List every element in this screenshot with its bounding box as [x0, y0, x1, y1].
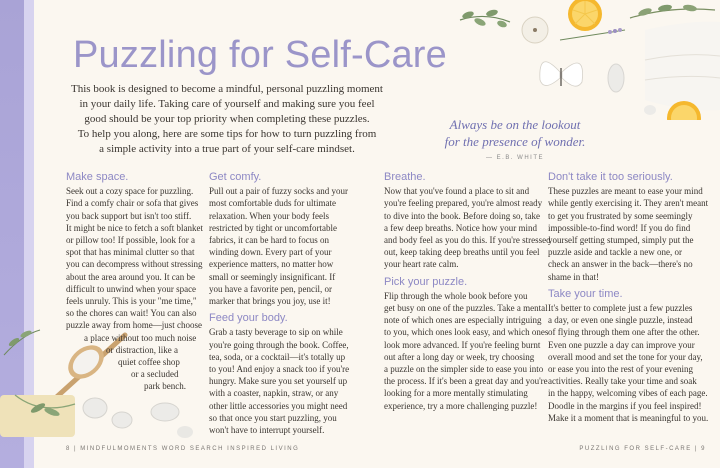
body-line: Make it a moment that is meaningful to you.: [548, 412, 709, 423]
body-line: yourself getting stumped, simply put the: [548, 235, 694, 246]
quote-line: Always be on the lookout: [449, 117, 581, 132]
eucalyptus-sprig-icon: [460, 9, 510, 29]
body-line: your heart rate calm.: [384, 259, 459, 270]
body-line: These puzzles are meant to ease your mind: [548, 186, 703, 197]
body-line: you're going through the book. Coffee,: [209, 339, 349, 350]
intro-paragraph: [66, 82, 388, 157]
section-heading: Don't take it too seriously.: [548, 171, 673, 183]
section-heading: Take your time.: [548, 287, 623, 300]
body-line: or distraction, like a: [106, 344, 178, 355]
body-line: Grab a tasty beverage to sip on while: [209, 327, 343, 338]
body-line: hungry. Make sure you set yourself up: [209, 376, 348, 387]
quote-attribution: — E.B. WHITE: [485, 155, 544, 161]
intro-line: This book is designed to become a mindful, personal puzzling moment: [71, 83, 383, 95]
section-heading: Get comfy.: [209, 171, 262, 183]
body-line: looking for a more mentally stimulating: [384, 388, 528, 399]
candle-icon: [522, 17, 548, 43]
body-line: get busy on one of the puzzles. Take a mental: [384, 303, 548, 314]
lemon-slice-icon: [568, 0, 602, 31]
body-line: and body feel as you do this. If you're stressed: [384, 235, 551, 246]
body-line: tea, soda, or a cocktail—it's totally up: [209, 351, 346, 362]
body-line: to you, which ones look easy, and which ones: [384, 327, 549, 338]
body-line: It might be nice to fetch a soft blanket: [66, 222, 203, 233]
quote-line: for the presence of wonder.: [444, 134, 586, 149]
section-heading: Feed your body.: [209, 312, 288, 325]
body-line: look more advanced. If you're feeling burnt: [384, 339, 541, 350]
body-line: other little accessories you might need: [209, 400, 348, 411]
body-line: Find a comfy chair or sofa that gives: [66, 198, 199, 209]
body-line: marker that brings you joy, use it!: [209, 296, 331, 307]
body-line: you're feeling prepared, you're almost ready: [384, 198, 543, 209]
body-line: or pillow too! If possible, look for a: [66, 235, 195, 246]
intro-line: in your daily life. Taking care of yourself and making sure you feel: [79, 98, 375, 110]
body-line: you have a favorite pen, pencil, or: [209, 283, 332, 294]
intro-line: a simple activity into a true part of your self-care mindset.: [99, 143, 355, 155]
section-heading: Pick your puzzle.: [384, 275, 468, 288]
white-stone-icon: [83, 398, 193, 438]
page-footer-left: 8 | MINDFULMOMENTS WORD SEARCH INSPIRED LIVING: [66, 446, 300, 452]
lavender-sprig-icon: [560, 28, 625, 40]
body-line: a puzzle on the simpler side to ease you into: [384, 364, 544, 375]
body-line: difficult to unwind when your space: [66, 283, 197, 294]
body-line: Flip through the whole book before you: [384, 290, 528, 301]
body-line: with a coaster, napkin, straw, or any: [209, 388, 339, 399]
body-line: check an answer in the back—there's no: [548, 259, 693, 270]
soap-bar-icon: [0, 395, 75, 437]
body-line: Even one puzzle a day can improve your: [548, 339, 695, 350]
body-line: a day, or even one single puzzle, instead: [548, 315, 693, 326]
body-line: relaxation. When your body feels: [209, 210, 330, 221]
body-line: fabrics, it can be hard to focus on: [209, 235, 329, 246]
body-line: you back support but isn't too stiff.: [66, 210, 192, 221]
body-line: puzzle away from home—just choose: [66, 320, 202, 331]
butterfly-icon: [540, 62, 583, 86]
body-line: in the happy, welcoming vibes of each page.: [548, 388, 708, 399]
body-line: while gently exercising it. They aren't meant: [548, 198, 709, 209]
leaf-branch-icon: [630, 4, 715, 18]
body-line: Doodle in the margins if you feel inspired!: [548, 400, 702, 411]
body-line: small or seemingly insignificant. If: [209, 271, 336, 282]
page-title: Puzzling for Self-Care: [73, 34, 447, 76]
body-line: puzzle aside and tackle a new one, or: [548, 247, 682, 258]
section-heading: Make space.: [66, 171, 129, 183]
body-line: a few deep breaths. Notice how your mind: [384, 222, 537, 233]
body-line: Pull out a pair of fuzzy socks and your: [209, 186, 348, 197]
body-line: activities. Really take your time and soak: [548, 376, 697, 387]
body-line: most comfortable duds for ultimate: [209, 198, 336, 209]
body-line: feels unruly. This is your "me time,": [66, 296, 197, 307]
body-line: to get you frustrated by some seemingly: [548, 210, 693, 221]
intro-line: good should be your top priority when completing these puzzles.: [84, 113, 370, 125]
body-line: out after a long day or week, try choosing: [384, 351, 535, 362]
body-line: the process. If it's been a great day and you're: [384, 376, 548, 387]
body-line: so the chores can wait! You can also: [66, 308, 197, 319]
section-get-comfy: [209, 171, 359, 436]
body-line: shame in that!: [548, 271, 599, 282]
body-line: experience matters, no matter how: [209, 259, 334, 270]
body-line: to dive into the book. Before doing so, take: [384, 210, 540, 221]
section-dont-take-it-seriously: [548, 171, 709, 424]
body-line: It's better to complete just a few puzzles: [548, 303, 693, 314]
herb-sprig-icon: [4, 329, 40, 355]
body-line: of flying through them one after the other.: [548, 327, 700, 338]
folded-towel-icon: [645, 22, 720, 111]
spa-still-life-illustration: [440, 0, 720, 120]
body-line: overall mood and set the tone for your day,: [548, 351, 703, 362]
body-line: restricted by tight or uncomfortable: [209, 222, 337, 233]
body-line: out, keep taking deep breaths until you feel: [384, 247, 540, 258]
body-line: spot that has minimal clutter so that: [66, 247, 195, 258]
body-line: experience, try a more challenging puzzle!: [384, 400, 538, 411]
body-line: park bench.: [144, 381, 186, 392]
body-line: note of which ones are especially intriguing: [384, 315, 542, 326]
body-line: so that once you start puzzling, you: [209, 412, 337, 423]
body-line: winding down. Every part of your: [209, 247, 332, 258]
section-make-space: [66, 171, 203, 393]
body-line: impossible-to-find word! If you do find: [548, 222, 691, 233]
body-line: you can decompress without stressing: [66, 259, 203, 270]
body-line: quiet coffee shop: [118, 357, 180, 368]
intro-line: To help you along, here are some tips for how to turn puzzling from: [77, 128, 377, 140]
body-line: Now that you've found a place to sit and: [384, 186, 530, 197]
body-line: to you! And enjoy a snack too if you're: [209, 364, 350, 375]
body-line: a place without too much noise: [84, 332, 197, 343]
body-line: or ease you into the rest of your evening: [548, 364, 693, 375]
body-line: or a secluded: [131, 369, 179, 380]
epigraph-quote: [420, 116, 610, 161]
body-line: Seek out a cozy space for puzzling.: [66, 186, 194, 197]
section-breathe: [384, 171, 551, 412]
page-footer-right: PUZZLING FOR SELF-CARE | 9: [579, 446, 706, 452]
body-line: won't have to interrupt yourself.: [209, 425, 325, 436]
section-heading: Breathe.: [384, 171, 426, 183]
body-line: about the area around you. It can be: [66, 271, 195, 282]
